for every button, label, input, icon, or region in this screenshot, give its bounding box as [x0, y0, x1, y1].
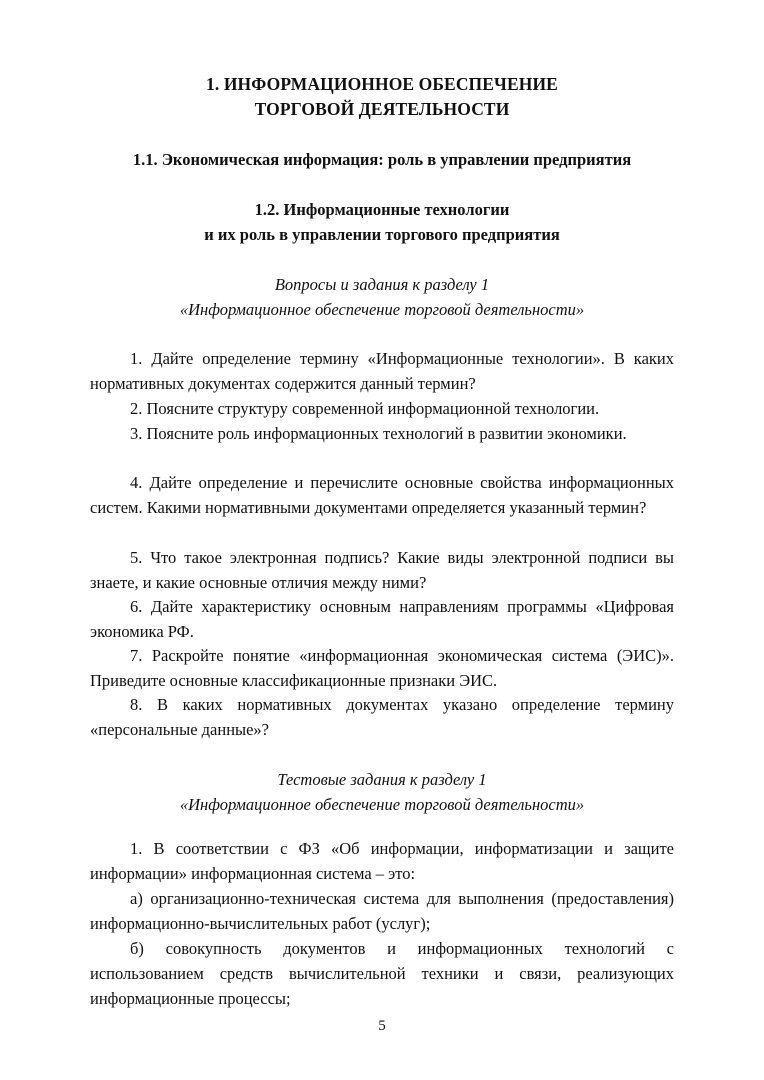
question-8: 8. В каких нормативных документах указано определение термину «персональные данные»? [90, 695, 674, 739]
tests-heading [90, 767, 674, 817]
question-2: 2. Поясните структуру современной информационной технологии. [130, 399, 600, 418]
page-number: 5 [378, 1018, 386, 1034]
question-3: 3. Поясните роль информационных технологий в развитии экономики. [130, 424, 627, 443]
tests-heading-line-1: Тестовые задания к разделу 1 [277, 770, 487, 789]
section-1-2-line-1: 1.2. Информационные технологии [254, 200, 510, 219]
question-1: 1. Дайте определение термину «Информационные технологии». В каких нормативных документах содержится данный термин? [90, 349, 674, 393]
questions-heading [90, 272, 674, 322]
question-5: 5. Что такое электронная подпись? Какие виды электронной подписи вы знаете, и какие основные отличия между ними? [90, 548, 674, 592]
questions-heading-line-2: «Информационное обеспечение торговой деятельности» [179, 300, 585, 319]
test-answer-b: б) совокупность документов и информационных технологий с использованием средств вычислительной техники и связи, реализующих информационные процессы; [90, 939, 674, 1008]
chapter-title-line-1: 1. ИНФОРМАЦИОННОЕ ОБЕСПЕЧЕНИЕ [206, 74, 558, 94]
tests-heading-line-2: «Информационное обеспечение торговой деятельности» [179, 795, 585, 814]
test-answer-a: а) организационно-техническая система для выполнения (предоставления) информационно-вычислительных работ (услуг); [90, 889, 674, 933]
question-7: 7. Раскройте понятие «информационная экономическая система (ЭИС)». Приведите основные классификационные признаки ЭИС. [90, 646, 674, 690]
questions-heading-line-1: Вопросы и задания к разделу 1 [274, 275, 490, 294]
section-1-2-line-2: и их роль в управлении торгового предприятия [204, 225, 560, 244]
chapter-title [90, 72, 674, 122]
section-1-1-heading: 1.1. Экономическая информация: роль в управлении предприятия [132, 150, 632, 169]
question-4: 4. Дайте определение и перечислите основные свойства информационных систем. Какими нормативными документами определяется указанный термин? [90, 473, 674, 517]
section-1-2-heading [90, 197, 674, 247]
chapter-title-line-2: ТОРГОВОЙ ДЕЯТЕЛЬНОСТИ [254, 99, 510, 119]
test-question-1: 1. В соответствии с ФЗ «Об информации, информатизации и защите информации» информационная система – это: [90, 839, 674, 883]
question-6: 6. Дайте характеристику основным направлениям программы «Цифровая экономика РФ. [90, 597, 674, 641]
